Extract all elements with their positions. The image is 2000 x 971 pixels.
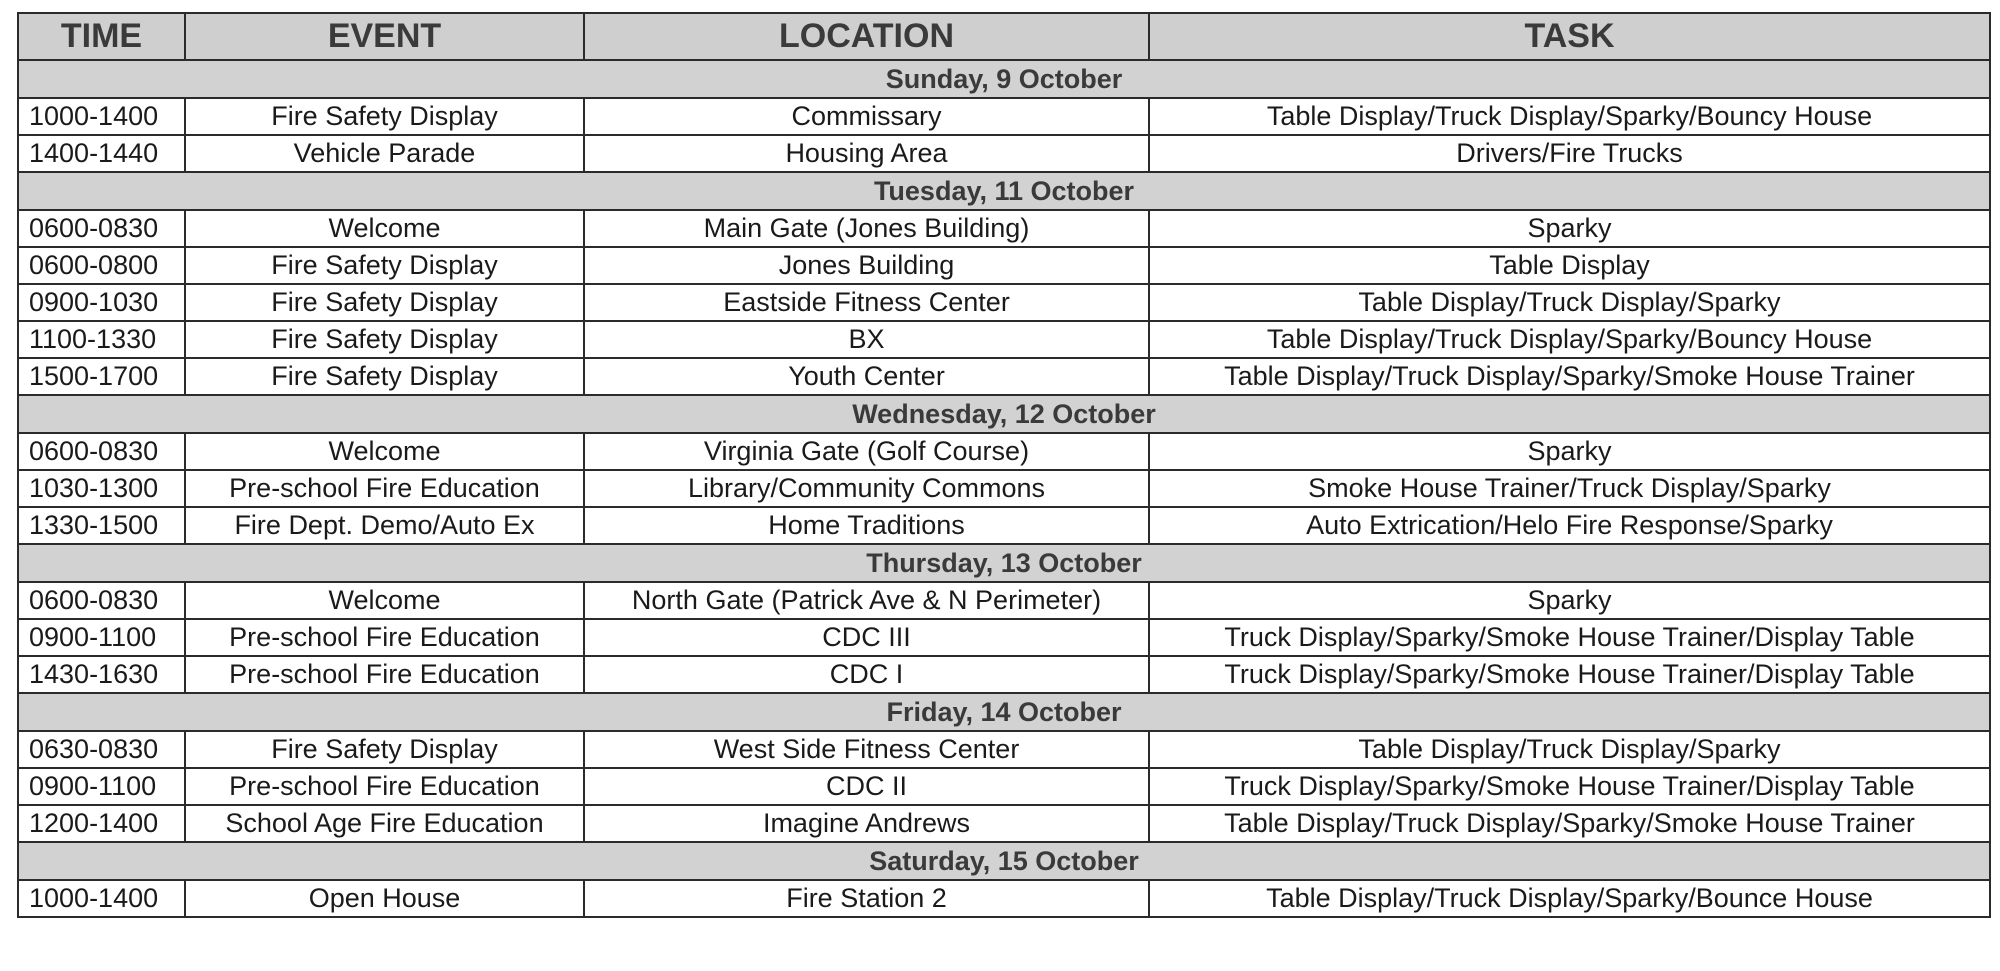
location-cell: Housing Area (584, 135, 1149, 172)
location-cell: North Gate (Patrick Ave & N Perimeter) (584, 582, 1149, 619)
task-cell: Sparky (1149, 433, 1990, 470)
location-cell: West Side Fitness Center (584, 731, 1149, 768)
time-cell: 1200-1400 (18, 805, 185, 842)
task-cell: Smoke House Trainer/Truck Display/Sparky (1149, 470, 1990, 507)
location-cell: BX (584, 321, 1149, 358)
event-cell: Welcome (185, 210, 584, 247)
column-header-event: EVENT (185, 13, 584, 60)
location-cell: Virginia Gate (Golf Course) (584, 433, 1149, 470)
task-cell: Table Display/Truck Display/Sparky (1149, 731, 1990, 768)
task-cell: Table Display/Truck Display/Sparky (1149, 284, 1990, 321)
event-cell: Fire Safety Display (185, 321, 584, 358)
time-cell: 0600-0830 (18, 433, 185, 470)
event-cell: Vehicle Parade (185, 135, 584, 172)
location-cell: CDC III (584, 619, 1149, 656)
location-cell: Fire Station 2 (584, 880, 1149, 917)
task-cell: Truck Display/Sparky/Smoke House Trainer/Display Table (1149, 619, 1990, 656)
day-label: Sunday, 9 October (18, 60, 1990, 98)
location-cell: Imagine Andrews (584, 805, 1149, 842)
table-row (18, 619, 1990, 656)
task-cell: Sparky (1149, 582, 1990, 619)
day-label: Tuesday, 11 October (18, 172, 1990, 210)
table-row (18, 321, 1990, 358)
time-cell: 0630-0830 (18, 731, 185, 768)
column-header-location: LOCATION (584, 13, 1149, 60)
table-row (18, 433, 1990, 470)
day-label: Thursday, 13 October (18, 544, 1990, 582)
table-row (18, 507, 1990, 544)
event-cell: Fire Safety Display (185, 358, 584, 395)
time-cell: 0900-1100 (18, 619, 185, 656)
table-row (18, 731, 1990, 768)
time-cell: 0600-0830 (18, 210, 185, 247)
time-cell: 0900-1100 (18, 768, 185, 805)
day-label: Saturday, 15 October (18, 842, 1990, 880)
event-cell: Pre-school Fire Education (185, 470, 584, 507)
event-cell: Fire Safety Display (185, 247, 584, 284)
location-cell: CDC I (584, 656, 1149, 693)
table-row (18, 880, 1990, 917)
table-header (18, 13, 1990, 60)
time-cell: 1500-1700 (18, 358, 185, 395)
table-row (18, 210, 1990, 247)
event-cell: Fire Safety Display (185, 731, 584, 768)
time-cell: 1000-1400 (18, 98, 185, 135)
time-cell: 1430-1630 (18, 656, 185, 693)
time-cell: 1000-1400 (18, 880, 185, 917)
table-row (18, 135, 1990, 172)
day-label: Friday, 14 October (18, 693, 1990, 731)
table-row (18, 470, 1990, 507)
location-cell: Eastside Fitness Center (584, 284, 1149, 321)
header-row (18, 13, 1990, 60)
table-row (18, 656, 1990, 693)
task-cell: Truck Display/Sparky/Smoke House Trainer/Display Table (1149, 768, 1990, 805)
table-row (18, 98, 1990, 135)
day-header-row (18, 395, 1990, 433)
task-cell: Table Display/Truck Display/Sparky/Smoke House Trainer (1149, 358, 1990, 395)
event-cell: Fire Dept. Demo/Auto Ex (185, 507, 584, 544)
day-header-row (18, 172, 1990, 210)
table-row (18, 247, 1990, 284)
location-cell: Library/Community Commons (584, 470, 1149, 507)
day-header-row (18, 544, 1990, 582)
event-cell: Pre-school Fire Education (185, 619, 584, 656)
day-header-row (18, 693, 1990, 731)
task-cell: Table Display/Truck Display/Sparky/Bouncy House (1149, 321, 1990, 358)
day-header-row (18, 60, 1990, 98)
schedule-table (17, 12, 1991, 918)
time-cell: 0600-0800 (18, 247, 185, 284)
day-header-row (18, 842, 1990, 880)
task-cell: Table Display/Truck Display/Sparky/Smoke House Trainer (1149, 805, 1990, 842)
time-cell: 1030-1300 (18, 470, 185, 507)
location-cell: Home Traditions (584, 507, 1149, 544)
column-header-time: TIME (18, 13, 185, 60)
table-row (18, 582, 1990, 619)
location-cell: Main Gate (Jones Building) (584, 210, 1149, 247)
time-cell: 1330-1500 (18, 507, 185, 544)
time-cell: 1400-1440 (18, 135, 185, 172)
task-cell: Table Display/Truck Display/Sparky/Bouncy House (1149, 98, 1990, 135)
table-row (18, 768, 1990, 805)
time-cell: 0900-1030 (18, 284, 185, 321)
event-cell: Welcome (185, 582, 584, 619)
task-cell: Auto Extrication/Helo Fire Response/Sparky (1149, 507, 1990, 544)
table-row (18, 284, 1990, 321)
location-cell: Youth Center (584, 358, 1149, 395)
event-cell: Pre-school Fire Education (185, 768, 584, 805)
task-cell: Truck Display/Sparky/Smoke House Trainer/Display Table (1149, 656, 1990, 693)
time-cell: 1100-1330 (18, 321, 185, 358)
event-cell: Open House (185, 880, 584, 917)
location-cell: CDC II (584, 768, 1149, 805)
event-cell: Welcome (185, 433, 584, 470)
task-cell: Sparky (1149, 210, 1990, 247)
task-cell: Table Display/Truck Display/Sparky/Bounce House (1149, 880, 1990, 917)
location-cell: Jones Building (584, 247, 1149, 284)
task-cell: Table Display (1149, 247, 1990, 284)
day-label: Wednesday, 12 October (18, 395, 1990, 433)
event-cell: Fire Safety Display (185, 284, 584, 321)
event-cell: Fire Safety Display (185, 98, 584, 135)
table-row (18, 805, 1990, 842)
event-cell: Pre-school Fire Education (185, 656, 584, 693)
task-cell: Drivers/Fire Trucks (1149, 135, 1990, 172)
time-cell: 0600-0830 (18, 582, 185, 619)
table-body (18, 60, 1990, 917)
location-cell: Commissary (584, 98, 1149, 135)
column-header-task: TASK (1149, 13, 1990, 60)
table-row (18, 358, 1990, 395)
event-cell: School Age Fire Education (185, 805, 584, 842)
